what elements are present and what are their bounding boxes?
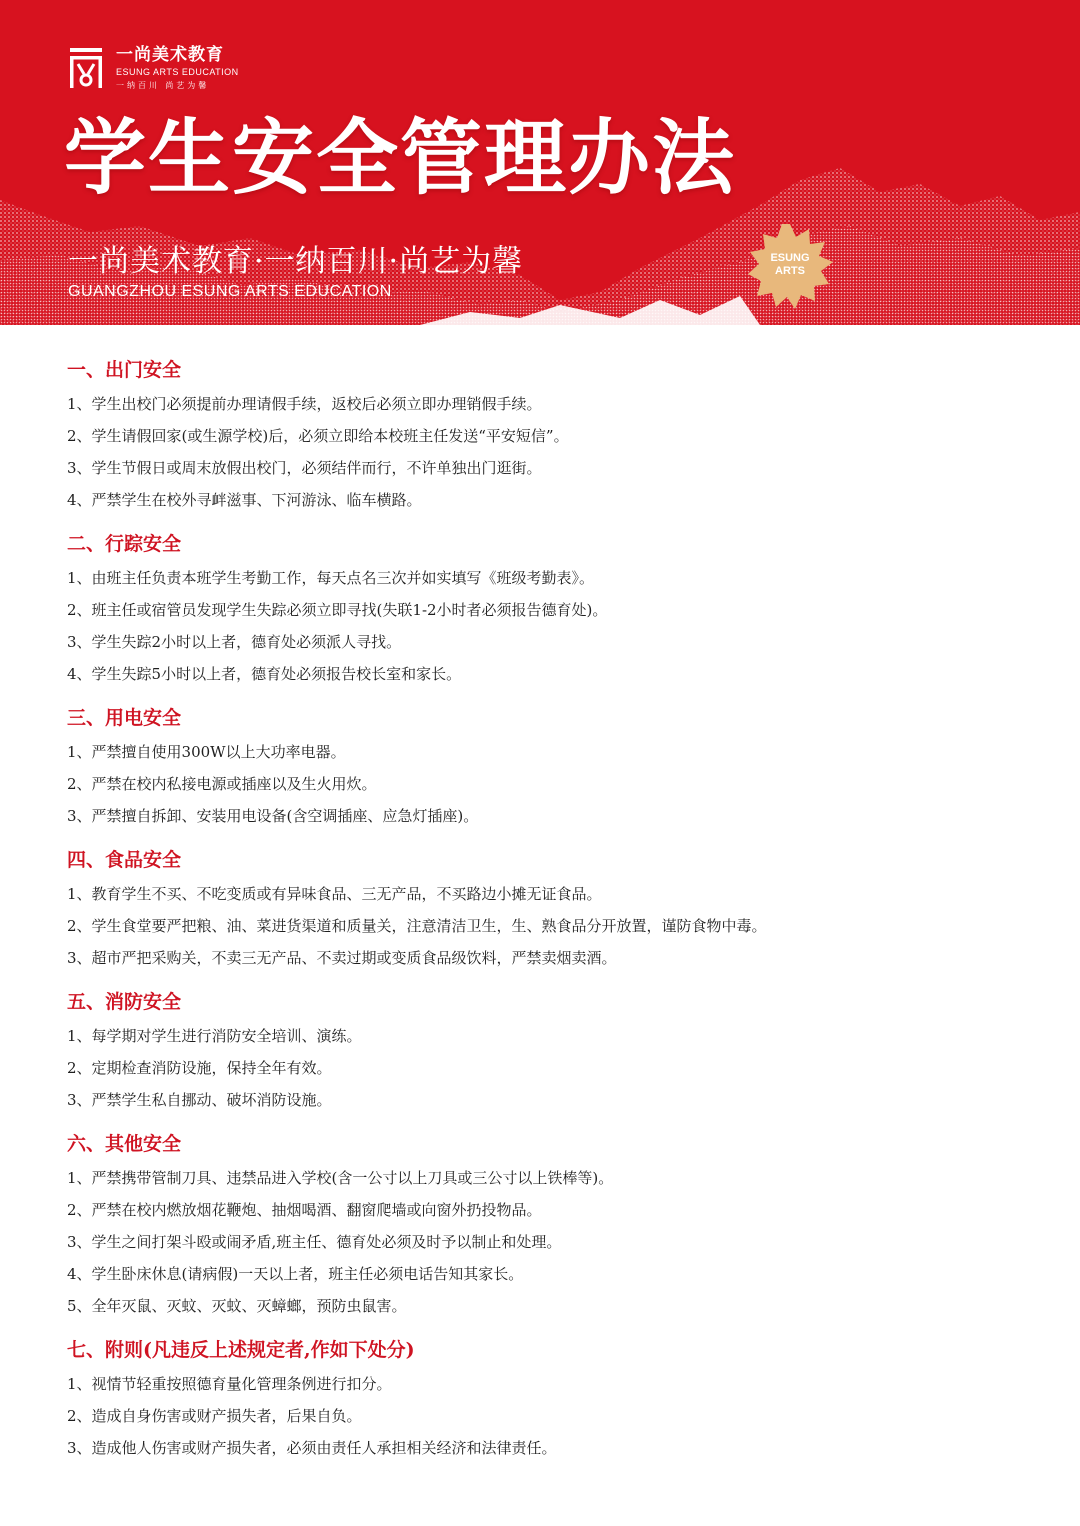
section-going-out — [67, 352, 1027, 516]
rule-item: 5、全年灭鼠、灭蚊、灭蚊、灭蟑螂，预防虫鼠害。 — [67, 1297, 407, 1315]
rule-item: 3、学生节假日或周末放假出校门，必须结伴而行，不许单独出门逛街。 — [67, 459, 542, 477]
seal-line-2: ARTS — [775, 265, 805, 277]
page-subtitle-en: GUANGZHOU ESUNG ARTS EDUCATION — [68, 283, 392, 300]
section-title: 七、附则(凡违反上述规定者,作如下处分) — [67, 1339, 415, 1361]
rule-item: 2、学生请假回家(或生源学校)后，必须立即给本校班主任发送“平安短信”。 — [67, 427, 569, 445]
rule-item: 2、学生食堂要严把粮、油、菜进货渠道和质量关，注意清洁卫生，生、熟食品分开放置，谨防食物中毒。 — [67, 917, 767, 935]
section-title: 六、其他安全 — [67, 1133, 182, 1155]
brand-logo — [66, 46, 239, 90]
rule-item: 3、造成他人伤害或财产损失者，必须由责任人承担相关经济和法律责任。 — [67, 1439, 557, 1457]
rules-content — [67, 352, 1027, 1474]
rule-item: 3、严禁学生私自挪动、破坏消防设施。 — [67, 1091, 332, 1109]
seal-line-1: ESUNG — [770, 252, 810, 264]
rule-item: 1、严禁携带管制刀具、违禁品进入学校(含一公寸以上刀具或三公寸以上铁棒等)。 — [67, 1169, 614, 1187]
section-title: 二、行踪安全 — [67, 533, 182, 555]
section-other — [67, 1126, 1027, 1322]
page-title: 学生安全管理办法 — [64, 111, 737, 206]
header-banner — [0, 0, 1080, 325]
rule-item: 1、教育学生不买、不吃变质或有异味食品、三无产品，不买路边小摊无证食品。 — [67, 885, 602, 903]
section-title: 三、用电安全 — [67, 707, 182, 729]
rule-item: 3、学生之间打架斗殴或闹矛盾,班主任、德育处必须及时予以制止和处理。 — [67, 1233, 562, 1251]
section-title: 一、出门安全 — [67, 359, 182, 381]
rule-item: 2、严禁在校内私接电源或插座以及生火用炊。 — [67, 775, 377, 793]
rule-item: 4、学生卧床休息(请病假)一天以上者，班主任必须电话告知其家长。 — [67, 1265, 524, 1283]
section-title: 五、消防安全 — [67, 991, 182, 1013]
rule-item: 2、严禁在校内燃放烟花鞭炮、抽烟喝酒、翻窗爬墙或向窗外扔投物品。 — [67, 1201, 542, 1219]
section-food — [67, 842, 1027, 974]
rule-item: 1、由班主任负责本班学生考勤工作，每天点名三次并如实填写《班级考勤表》。 — [67, 569, 595, 587]
rule-item: 4、学生失踪5小时以上者，德育处必须报告校长室和家长。 — [67, 665, 462, 683]
section-supplementary — [67, 1332, 1027, 1464]
rule-item: 3、严禁擅自拆卸、安装用电设备(含空调插座、应急灯插座)。 — [67, 807, 479, 825]
rule-item: 4、严禁学生在校外寻衅滋事、下河游泳、临车横路。 — [67, 491, 422, 509]
page-subtitle: 一尚美术教育·一纳百川·尚艺为馨 — [68, 244, 524, 279]
logo-slogan: 一纳百川 尚艺为馨 — [116, 81, 210, 90]
rule-item: 1、学生出校门必须提前办理请假手续，返校后必须立即办理销假手续。 — [67, 395, 542, 413]
rule-item: 2、定期检查消防设施，保持全年有效。 — [67, 1059, 332, 1077]
rule-item: 1、视情节轻重按照德育量化管理条例进行扣分。 — [67, 1375, 392, 1393]
rule-item: 1、严禁擅自使用300W以上大功率电器。 — [67, 743, 346, 761]
rule-item: 2、造成自身伤害或财产损失者，后果自负。 — [67, 1407, 362, 1425]
section-electricity — [67, 700, 1027, 832]
logo-name-en: ESUNG ARTS EDUCATION — [116, 67, 239, 77]
rule-item: 3、学生失踪2小时以上者，德育处必须派人寻找。 — [67, 633, 402, 651]
section-title: 四、食品安全 — [67, 849, 182, 871]
rule-item: 3、超市严把采购关，不卖三无产品、不卖过期或变质食品级饮料，严禁卖烟卖酒。 — [67, 949, 617, 967]
logo-name-cn: 一尚美术教育 — [116, 45, 224, 64]
rule-item: 2、班主任或宿管员发现学生失踪必须立即寻找(失联1-2小时者必须报告德育处)。 — [67, 601, 608, 619]
rule-item: 1、每学期对学生进行消防安全培训、演练。 — [67, 1027, 362, 1045]
section-whereabouts — [67, 526, 1027, 690]
section-fire — [67, 984, 1027, 1116]
logo-mark-icon — [66, 46, 106, 90]
seal-text — [745, 252, 835, 278]
